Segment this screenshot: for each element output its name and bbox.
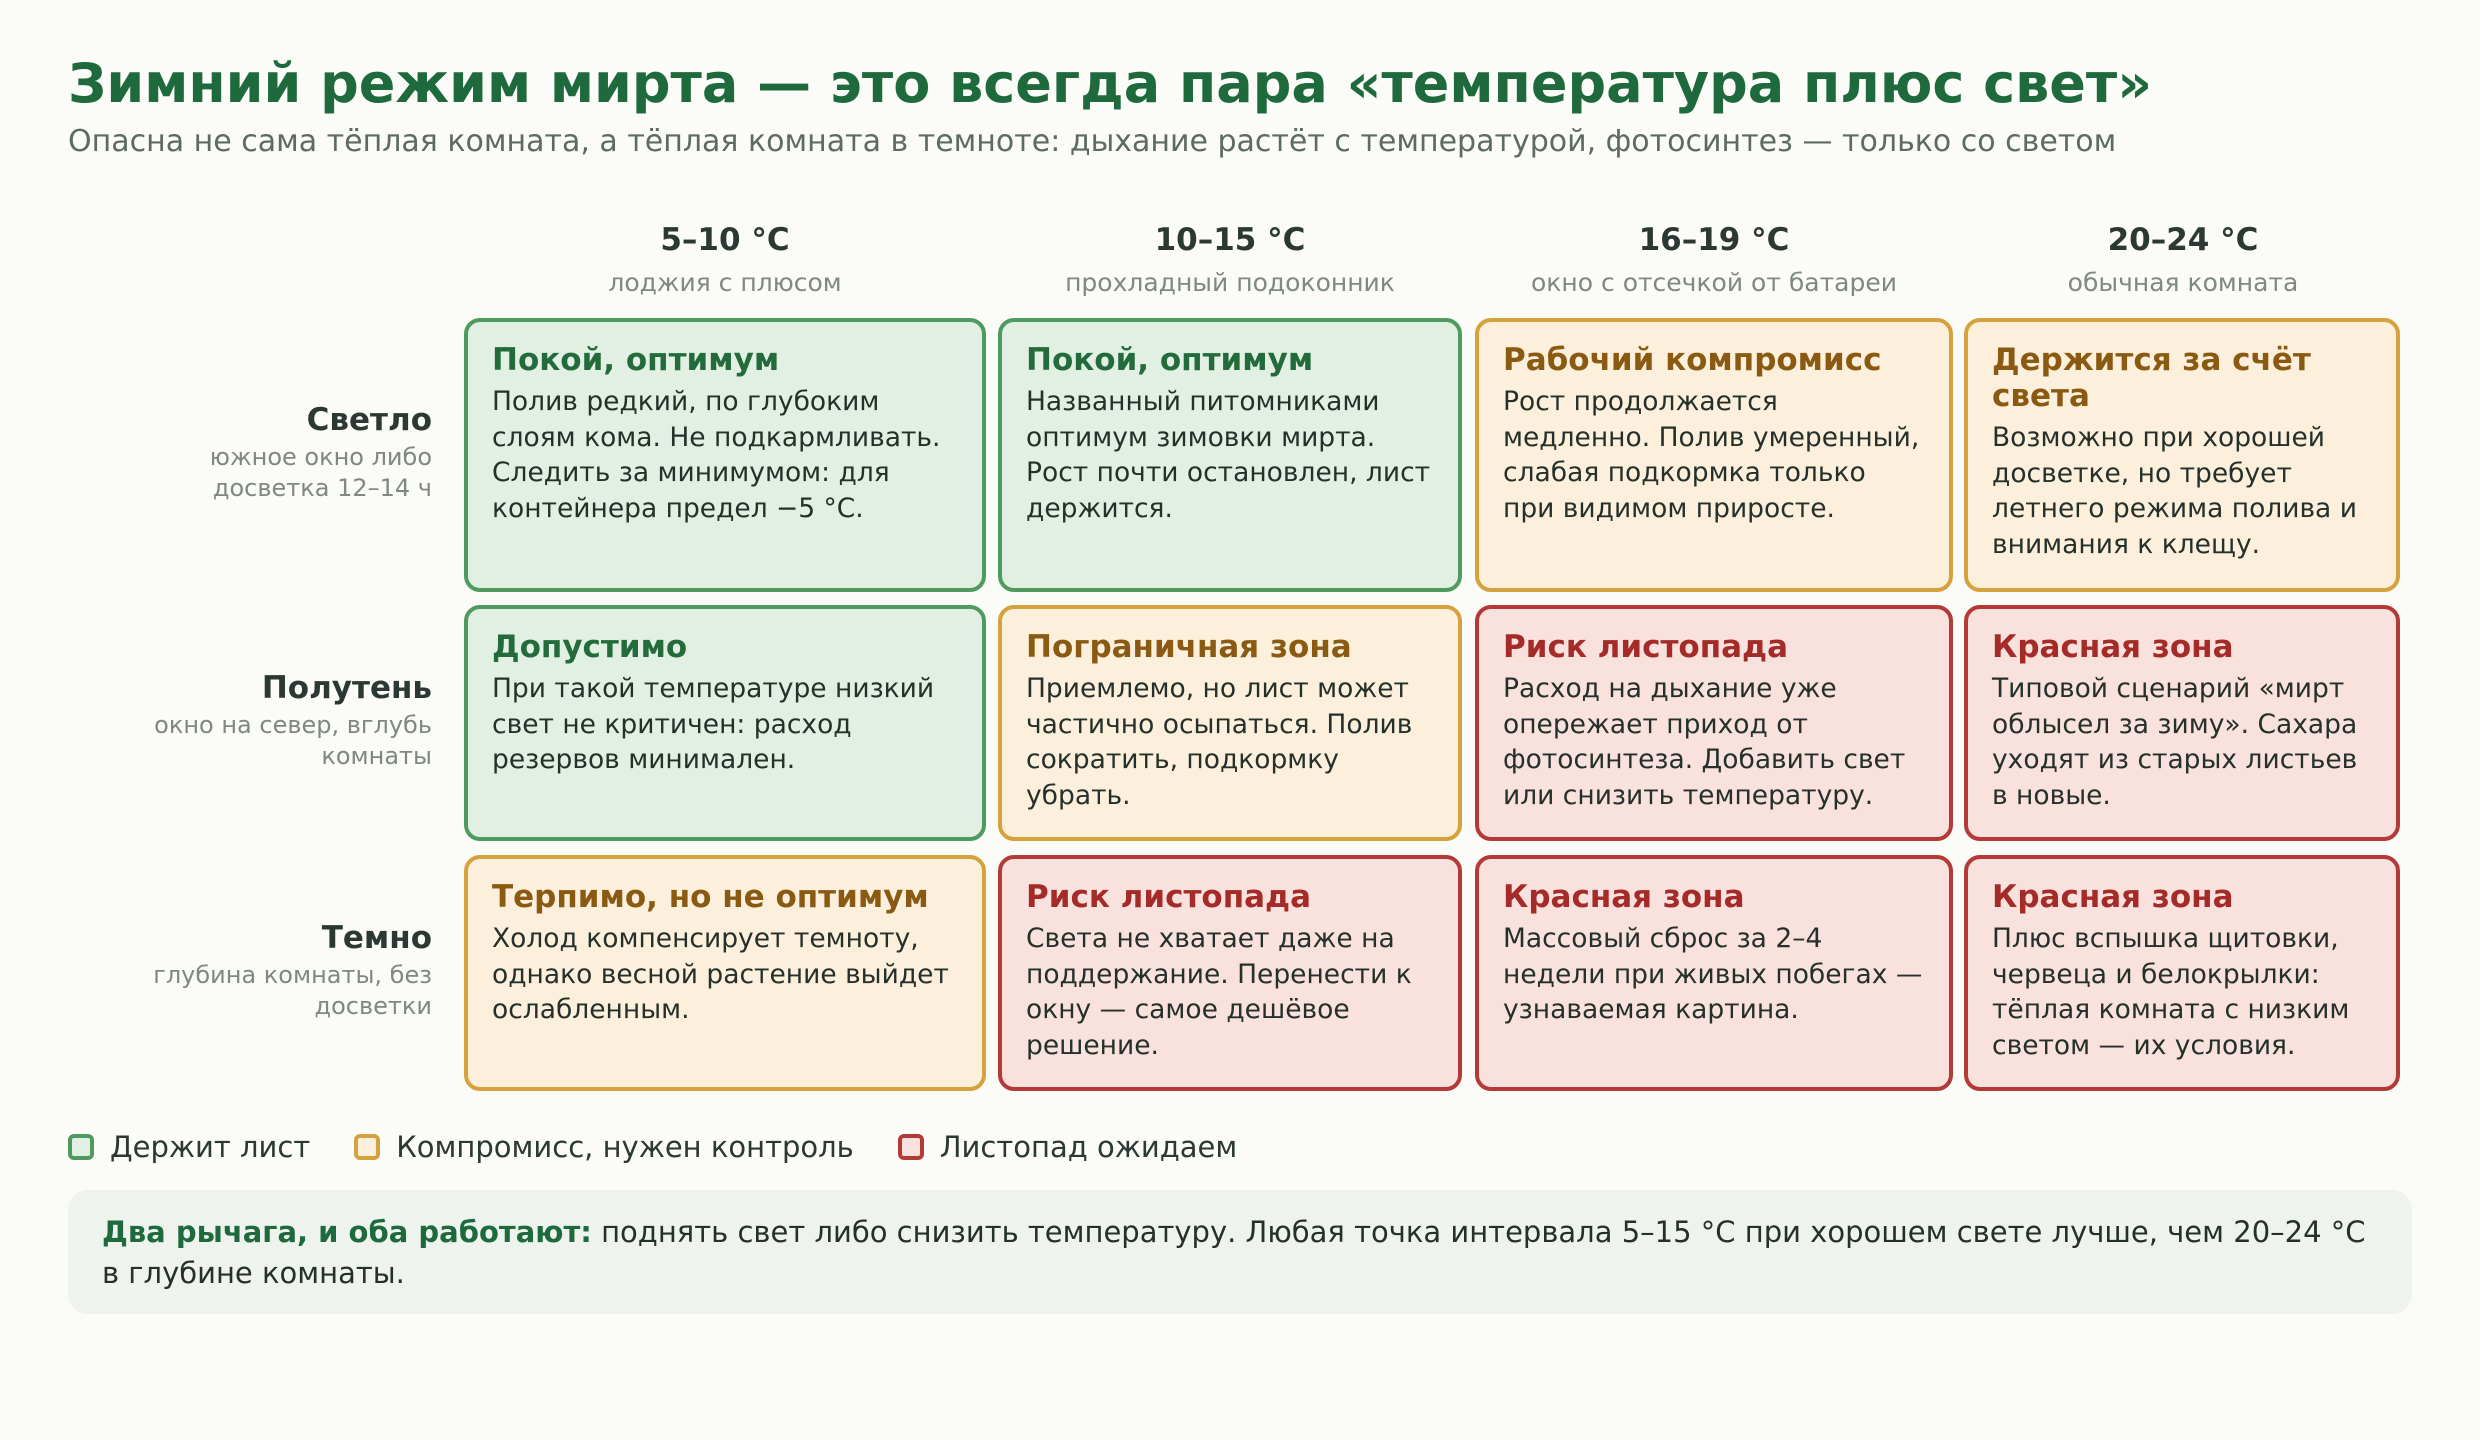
matrix-cell (1475, 605, 1953, 841)
matrix-cell (464, 855, 986, 1091)
yellow-swatch-icon (354, 1134, 380, 1160)
cell-heading: Держится за счёт света (1992, 342, 2311, 414)
row-header-light (100, 402, 432, 504)
row-subtitle: глубина комнаты, без досветки (153, 961, 432, 1020)
cell-body: Полив редкий, по глубоким слоям кома. Не подкармливать. Следить за минимумом: для контейнера предел −5 °C. (492, 386, 941, 524)
note-text: поднять свет либо снизить температуру. Любая точка интервала 5–15 °C при хорошем свете лучше, чем 20–24 °C в глубине комнаты. (102, 1215, 2366, 1290)
cell-heading: Красная зона (1992, 879, 2234, 915)
legend (68, 1130, 1281, 1164)
cell-heading: Красная зона (1503, 879, 1745, 915)
matrix-cell (998, 318, 1462, 592)
column-header-16-19 (1477, 222, 1951, 297)
red-swatch-icon (898, 1134, 924, 1160)
page-title: Зимний режим мирта — это всегда пара «температура плюс свет» (68, 52, 2153, 115)
column-title: 16–19 °C (1638, 222, 1790, 258)
column-subtitle: обычная комната (2067, 268, 2299, 297)
row-header-shade (100, 670, 432, 772)
cell-body: Света не хватает даже на поддержание. Перенести к окну — самое дешёвое решение. (1026, 923, 1412, 1061)
cell-body: Расход на дыхание уже опережает приход от фотосинтеза. Добавить свет или снизить температуру. (1503, 673, 1906, 811)
cell-heading: Покой, оптимум (492, 342, 780, 378)
column-subtitle: окно с отсечкой от батареи (1531, 268, 1897, 297)
legend-item-red (898, 1130, 1238, 1164)
legend-label: Листопад ожидаем (939, 1130, 1238, 1164)
matrix-cell (1964, 855, 2400, 1091)
cell-heading: Рабочий компромисс (1503, 342, 1882, 378)
row-title: Полутень (261, 670, 432, 706)
column-header-5-10 (466, 222, 984, 297)
column-subtitle: прохладный подоконник (1065, 268, 1395, 297)
legend-item-yellow (354, 1130, 854, 1164)
cell-heading: Риск листопада (1026, 879, 1312, 915)
matrix-cell (1964, 318, 2400, 592)
matrix-cell (1475, 855, 1953, 1091)
cell-body: Рост продолжается медленно. Полив умеренный, слабая подкормка только при видимом приросте. (1503, 386, 1920, 524)
column-title: 20–24 °C (2107, 222, 2259, 258)
cell-body: Холод компенсирует темноту, однако весной растение выйдет ослабленным. (492, 923, 949, 1025)
cell-heading: Допустимо (492, 629, 688, 665)
matrix-cell (998, 605, 1462, 841)
column-header-10-15 (1000, 222, 1460, 297)
row-subtitle: окно на север, вглубь комнаты (154, 711, 432, 770)
column-title: 5–10 °C (660, 222, 790, 258)
cell-heading: Пограничная зона (1026, 629, 1352, 665)
matrix-cell (464, 318, 986, 592)
note-lead: Два рычага, и оба работают: (102, 1215, 592, 1249)
legend-label: Компромисс, нужен контроль (396, 1130, 854, 1164)
matrix-cell (1964, 605, 2400, 841)
cell-heading: Покой, оптимум (1026, 342, 1314, 378)
cell-body: Типовой сценарий «мирт облысел за зиму». Сахара уходят из старых листьев в новые. (1992, 673, 2358, 811)
column-header-20-24 (1966, 222, 2400, 297)
page-subtitle: Опасна не сама тёплая комната, а тёплая комната в темноте: дыхание растёт с температурой, фотосинтез — только со светом (68, 124, 2117, 159)
matrix-cell (1475, 318, 1953, 592)
cell-body: Плюс вспышка щитовки, червеца и белокрылки: тёплая комната с низким светом — их условия. (1992, 923, 2350, 1061)
legend-item-green (68, 1130, 310, 1164)
cell-heading: Красная зона (1992, 629, 2234, 665)
row-title: Темно (321, 920, 432, 956)
matrix-cell (998, 855, 1462, 1091)
row-title: Светло (306, 402, 432, 438)
green-swatch-icon (68, 1134, 94, 1160)
cell-body: При такой температуре низкий свет не критичен: расход резервов минимален. (492, 673, 935, 775)
cell-heading: Терпимо, но не оптимум (492, 879, 929, 915)
cell-body: Массовый сброс за 2–4 недели при живых побегах — узнаваемая картина. (1503, 923, 1923, 1025)
column-title: 10–15 °C (1154, 222, 1306, 258)
column-subtitle: лоджия с плюсом (608, 268, 842, 297)
cell-body: Приемлемо, но лист может частично осыпаться. Полив сократить, подкормку убрать. (1026, 673, 1413, 811)
summary-note (68, 1190, 2412, 1314)
row-subtitle: южное окно либо досветка 12–14 ч (209, 443, 432, 502)
cell-body: Названный питомниками оптимум зимовки мирта. Рост почти остановлен, лист держится. (1026, 386, 1431, 524)
cell-body: Возможно при хорошей досветке, но требует летнего режима полива и внимания к клещу. (1992, 422, 2357, 560)
matrix-cell (464, 605, 986, 841)
cell-heading: Риск листопада (1503, 629, 1789, 665)
legend-label: Держит лист (110, 1130, 311, 1164)
row-header-dark (100, 920, 432, 1022)
